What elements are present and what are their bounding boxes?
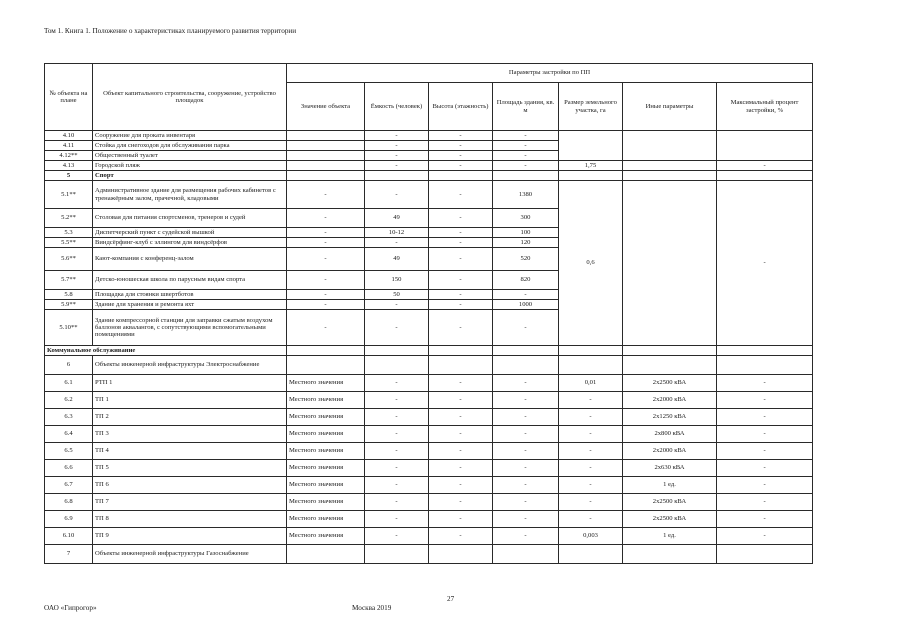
cell-max bbox=[717, 131, 813, 161]
cell-height: - bbox=[429, 131, 493, 141]
cell-plot: - bbox=[559, 477, 623, 494]
cell-area: 120 bbox=[493, 238, 559, 248]
cell-importance: Местного значения bbox=[287, 392, 365, 409]
cell-importance: Местного значения bbox=[287, 511, 365, 528]
cell-object: ТП 6 bbox=[93, 477, 287, 494]
cell-object: ТП 3 bbox=[93, 426, 287, 443]
table-row bbox=[45, 426, 813, 443]
cell-number: 6.2 bbox=[45, 392, 93, 409]
cell-importance: - bbox=[287, 248, 365, 271]
cell-number: 5.10** bbox=[45, 310, 93, 346]
cell-object: Сооружение для проката инвентаря bbox=[93, 131, 287, 141]
cell-plot: - bbox=[559, 392, 623, 409]
cell-number: 6.9 bbox=[45, 511, 93, 528]
cell-capacity: - bbox=[365, 477, 429, 494]
cell-max: - bbox=[717, 494, 813, 511]
cell-capacity: - bbox=[365, 426, 429, 443]
cell-capacity: 150 bbox=[365, 271, 429, 290]
cell-importance: Местного значения bbox=[287, 426, 365, 443]
cell-capacity: - bbox=[365, 181, 429, 209]
cell-object: Объекты инженерной инфраструктуры Газоснабжение bbox=[93, 545, 287, 564]
cell-capacity: - bbox=[365, 375, 429, 392]
cell-capacity: - bbox=[365, 528, 429, 545]
cell-capacity: - bbox=[365, 392, 429, 409]
cell-importance: Местного значения bbox=[287, 443, 365, 460]
cell-area: - bbox=[493, 141, 559, 151]
cell-plot: - bbox=[559, 426, 623, 443]
cell-importance: - bbox=[287, 238, 365, 248]
table-row bbox=[45, 494, 813, 511]
cell-importance: Местного значения bbox=[287, 375, 365, 392]
cell-area: 1000 bbox=[493, 300, 559, 310]
cell-area: 820 bbox=[493, 271, 559, 290]
cell-object: ТП 8 bbox=[93, 511, 287, 528]
table-row bbox=[45, 477, 813, 494]
cell-number: 5.6** bbox=[45, 248, 93, 271]
cell-importance: - bbox=[287, 290, 365, 300]
cell-other: 2х2000 кВА bbox=[623, 392, 717, 409]
cell-capacity: 49 bbox=[365, 248, 429, 271]
cell-capacity: 50 bbox=[365, 290, 429, 300]
cell-height: - bbox=[429, 375, 493, 392]
cell-capacity: - bbox=[365, 141, 429, 151]
cell-object: Здание для хранения и ремонта яхт bbox=[93, 300, 287, 310]
cell-plot-sport: 0,6 bbox=[559, 181, 623, 346]
cell-number: 4.11 bbox=[45, 141, 93, 151]
col-header-capacity: Ёмкость (человек) bbox=[365, 83, 429, 131]
cell-capacity: - bbox=[365, 511, 429, 528]
cell-height: - bbox=[429, 238, 493, 248]
table-row bbox=[45, 511, 813, 528]
cell-number: 6.3 bbox=[45, 409, 93, 426]
cell-object: ТП 9 bbox=[93, 528, 287, 545]
cell-number: 6.5 bbox=[45, 443, 93, 460]
cell-other: 2х2500 кВА bbox=[623, 494, 717, 511]
cell-other: 1 ед. bbox=[623, 528, 717, 545]
cell-capacity: - bbox=[365, 300, 429, 310]
cell-other: 2х800 кВА bbox=[623, 426, 717, 443]
cell-plot: - bbox=[559, 409, 623, 426]
cell-plot: 1,75 bbox=[559, 161, 623, 171]
cell-number: 5.3 bbox=[45, 228, 93, 238]
cell-other: 2х2500 кВА bbox=[623, 511, 717, 528]
table-row bbox=[45, 375, 813, 392]
section-row-sport bbox=[45, 171, 813, 181]
table-row bbox=[45, 181, 813, 209]
cell-max: - bbox=[717, 477, 813, 494]
cell-area: - bbox=[493, 477, 559, 494]
cell-number: 6.7 bbox=[45, 477, 93, 494]
cell-area: - bbox=[493, 528, 559, 545]
cell-object: ТП 7 bbox=[93, 494, 287, 511]
cell-height: - bbox=[429, 209, 493, 228]
cell-number: 4.13 bbox=[45, 161, 93, 171]
cell-other: 2х2500 кВА bbox=[623, 375, 717, 392]
cell-object: Диспетчерский пункт с судейской вышкой bbox=[93, 228, 287, 238]
cell-object: Стойка для снегоходов для обслуживания парка bbox=[93, 141, 287, 151]
cell-capacity: - bbox=[365, 161, 429, 171]
cell-capacity: - bbox=[365, 494, 429, 511]
cell-object: Виндсёрфинг-клуб с эллингом для виндсёрфов bbox=[93, 238, 287, 248]
table-row bbox=[45, 460, 813, 477]
col-header-number: № объекта на плане bbox=[45, 64, 93, 131]
cell-plot: 0,003 bbox=[559, 528, 623, 545]
table-row bbox=[45, 392, 813, 409]
cell-area: - bbox=[493, 443, 559, 460]
cell-object: ТП 2 bbox=[93, 409, 287, 426]
cell-height: - bbox=[429, 409, 493, 426]
cell-height: - bbox=[429, 290, 493, 300]
cell-max-sport: - bbox=[717, 181, 813, 346]
cell-area: - bbox=[493, 392, 559, 409]
cell-height: - bbox=[429, 228, 493, 238]
col-header-max: Максимальный процент застройки, % bbox=[717, 83, 813, 131]
cell-max: - bbox=[717, 426, 813, 443]
cell-max: - bbox=[717, 161, 813, 171]
cell-max: - bbox=[717, 511, 813, 528]
cell-area: - bbox=[493, 161, 559, 171]
cell-number: 6.10 bbox=[45, 528, 93, 545]
col-header-importance: Значение объекта bbox=[287, 83, 365, 131]
cell-importance bbox=[287, 131, 365, 141]
footer-organization: ОАО «Гипрогор» bbox=[44, 604, 97, 612]
cell-area: 1380 bbox=[493, 181, 559, 209]
col-header-object: Объект капитального строительства, сооружение, устройство площадок bbox=[93, 64, 287, 131]
cell-number: 6.6 bbox=[45, 460, 93, 477]
document-header: Том 1. Книга 1. Положение о характеристиках планируемого развития территории bbox=[44, 27, 297, 35]
cell-importance: - bbox=[287, 209, 365, 228]
page-number: 27 bbox=[447, 595, 455, 603]
cell-height: - bbox=[429, 511, 493, 528]
cell-area: - bbox=[493, 460, 559, 477]
territory-parameters-table bbox=[44, 63, 813, 564]
cell-height: - bbox=[429, 443, 493, 460]
cell-importance: - bbox=[287, 271, 365, 290]
col-header-other: Иные параметры bbox=[623, 83, 717, 131]
cell-importance: Местного значения bbox=[287, 460, 365, 477]
section-title: Коммунальное обслуживание bbox=[45, 346, 287, 356]
cell-importance bbox=[287, 141, 365, 151]
cell-importance bbox=[287, 151, 365, 161]
cell-plot: - bbox=[559, 460, 623, 477]
cell-number: 5 bbox=[45, 171, 93, 181]
cell-area: - bbox=[493, 290, 559, 300]
cell-object: Объекты инженерной инфраструктуры Электроснабжение bbox=[93, 356, 287, 375]
cell-height: - bbox=[429, 477, 493, 494]
cell-other: 2х1250 кВА bbox=[623, 409, 717, 426]
cell-object: ТП 1 bbox=[93, 392, 287, 409]
cell-height: - bbox=[429, 310, 493, 346]
cell-importance: - bbox=[287, 181, 365, 209]
cell-area: 100 bbox=[493, 228, 559, 238]
cell-area: - bbox=[493, 151, 559, 161]
cell-other: 2х2000 кВА bbox=[623, 443, 717, 460]
footer-city-year: Москва 2019 bbox=[352, 604, 392, 612]
cell-number: 6.1 bbox=[45, 375, 93, 392]
cell-area: - bbox=[493, 511, 559, 528]
cell-capacity: - bbox=[365, 409, 429, 426]
col-header-area: Площадь здания, кв. м bbox=[493, 83, 559, 131]
cell-capacity: - bbox=[365, 151, 429, 161]
cell-plot bbox=[559, 131, 623, 161]
cell-importance: - bbox=[287, 228, 365, 238]
cell-object: Кают-компания с конференц-залом bbox=[93, 248, 287, 271]
cell-other: 1 ед. bbox=[623, 477, 717, 494]
cell-plot: 0,01 bbox=[559, 375, 623, 392]
cell-height: - bbox=[429, 460, 493, 477]
col-header-plot: Размер земельного участка, га bbox=[559, 83, 623, 131]
cell-capacity: - bbox=[365, 310, 429, 346]
cell-height: - bbox=[429, 151, 493, 161]
cell-other bbox=[623, 161, 717, 171]
cell-number: 4.12** bbox=[45, 151, 93, 161]
cell-importance: Местного значения bbox=[287, 528, 365, 545]
cell-capacity: - bbox=[365, 131, 429, 141]
cell-capacity: 10-12 bbox=[365, 228, 429, 238]
table-row bbox=[45, 409, 813, 426]
cell-height: - bbox=[429, 141, 493, 151]
cell-other: 2х630 кВА bbox=[623, 460, 717, 477]
cell-object: Детско-юношеская школа по парусным видам спорта bbox=[93, 271, 287, 290]
cell-max: - bbox=[717, 409, 813, 426]
cell-importance: - bbox=[287, 300, 365, 310]
cell-max: - bbox=[717, 460, 813, 477]
table-row bbox=[45, 356, 813, 375]
cell-area: - bbox=[493, 494, 559, 511]
cell-height: - bbox=[429, 494, 493, 511]
cell-area: - bbox=[493, 375, 559, 392]
cell-number: 4.10 bbox=[45, 131, 93, 141]
cell-max: - bbox=[717, 443, 813, 460]
col-header-height: Высота (этажность) bbox=[429, 83, 493, 131]
cell-height: - bbox=[429, 426, 493, 443]
cell-area: 300 bbox=[493, 209, 559, 228]
cell-height: - bbox=[429, 248, 493, 271]
table-row bbox=[45, 528, 813, 545]
cell-area: - bbox=[493, 131, 559, 141]
cell-object: Здание компрессорной станции для заправки сжатым воздухом баллонов аквалангов, с сопутствующими вспомогательными помещениями bbox=[93, 310, 287, 346]
cell-area: 520 bbox=[493, 248, 559, 271]
cell-object: РТП 1 bbox=[93, 375, 287, 392]
cell-height: - bbox=[429, 161, 493, 171]
cell-plot: - bbox=[559, 511, 623, 528]
section-title: Спорт bbox=[93, 171, 287, 181]
cell-number: 5.9** bbox=[45, 300, 93, 310]
cell-importance: - bbox=[287, 310, 365, 346]
cell-area: - bbox=[493, 426, 559, 443]
cell-importance: Местного значения bbox=[287, 409, 365, 426]
cell-area: - bbox=[493, 310, 559, 346]
cell-object: ТП 5 bbox=[93, 460, 287, 477]
cell-object: Общественный туалет bbox=[93, 151, 287, 161]
cell-other bbox=[623, 181, 717, 346]
cell-object: Административное здание для размещения рабочих кабинетов с тренажёрным залом, прачечной, кладовыми bbox=[93, 181, 287, 209]
cell-object: Площадка для стоянки швертботов bbox=[93, 290, 287, 300]
cell-importance bbox=[287, 161, 365, 171]
cell-area: - bbox=[493, 409, 559, 426]
cell-height: - bbox=[429, 181, 493, 209]
table-row bbox=[45, 161, 813, 171]
cell-object: ТП 4 bbox=[93, 443, 287, 460]
cell-object: Городской пляж bbox=[93, 161, 287, 171]
cell-number: 6.4 bbox=[45, 426, 93, 443]
cell-max: - bbox=[717, 528, 813, 545]
cell-capacity: - bbox=[365, 443, 429, 460]
cell-capacity: - bbox=[365, 460, 429, 477]
cell-other bbox=[623, 131, 717, 161]
section-row-utilities bbox=[45, 346, 813, 356]
cell-number: 5.7** bbox=[45, 271, 93, 290]
cell-importance: Местного значения bbox=[287, 477, 365, 494]
cell-number: 5.1** bbox=[45, 181, 93, 209]
cell-number: 7 bbox=[45, 545, 93, 564]
col-header-group: Параметры застройки по ПП bbox=[287, 64, 813, 83]
cell-number: 6 bbox=[45, 356, 93, 375]
cell-importance: Местного значения bbox=[287, 494, 365, 511]
cell-number: 5.5** bbox=[45, 238, 93, 248]
cell-max: - bbox=[717, 392, 813, 409]
cell-capacity: - bbox=[365, 238, 429, 248]
cell-height: - bbox=[429, 300, 493, 310]
cell-height: - bbox=[429, 271, 493, 290]
cell-number: 6.8 bbox=[45, 494, 93, 511]
cell-plot: - bbox=[559, 494, 623, 511]
cell-object: Столовая для питания спортсменов, тренеров и судей bbox=[93, 209, 287, 228]
cell-height: - bbox=[429, 392, 493, 409]
table-row bbox=[45, 443, 813, 460]
cell-max: - bbox=[717, 375, 813, 392]
cell-number: 5.8 bbox=[45, 290, 93, 300]
cell-height: - bbox=[429, 528, 493, 545]
cell-plot: - bbox=[559, 443, 623, 460]
table-row bbox=[45, 545, 813, 564]
cell-capacity: 49 bbox=[365, 209, 429, 228]
cell-number: 5.2** bbox=[45, 209, 93, 228]
table-row bbox=[45, 131, 813, 141]
